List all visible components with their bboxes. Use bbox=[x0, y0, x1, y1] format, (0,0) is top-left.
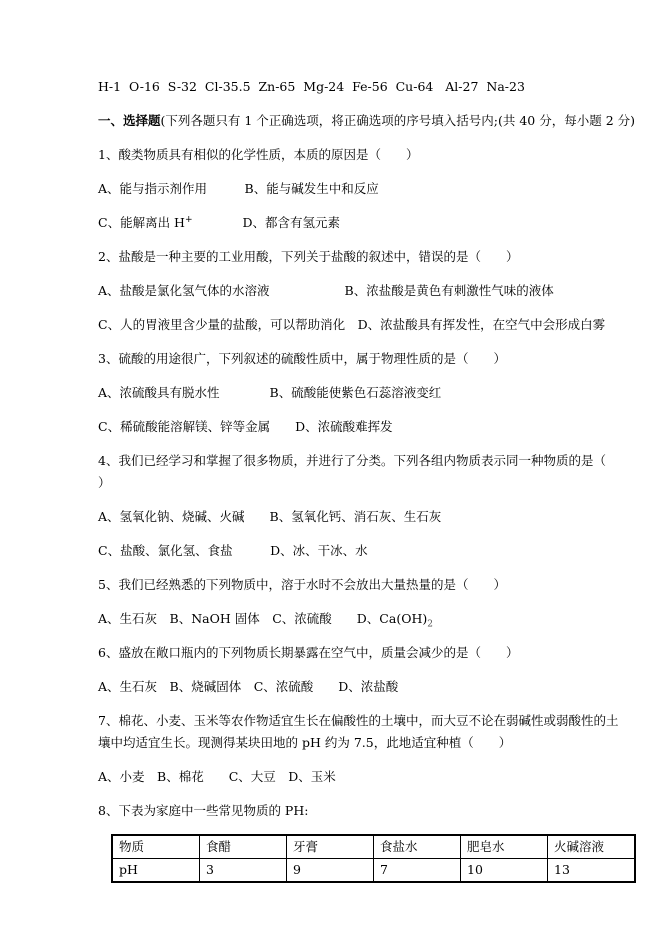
question-2-options-cd: C、人的胃液里含少量的盐酸，可以帮助消化 D、浓盐酸具有挥发性，在空气中会形成白雾 bbox=[98, 317, 606, 332]
ph-table-value-row bbox=[112, 859, 635, 883]
question-3-options-ab: A、浓硫酸具有脱水性 B、硫酸能使紫色石蕊溶液变红 bbox=[98, 385, 442, 400]
question-5-options bbox=[98, 608, 625, 630]
question-1-options-ab: A、能与指示剂作用 B、能与碱发生中和反应 bbox=[98, 181, 379, 196]
question-6-stem: 6、盛放在敞口瓶内的下列物质长期暴露在空气中，质量会减少的是（ ） bbox=[98, 645, 519, 660]
q1-option-d-text: D、都含有氢元素 bbox=[192, 215, 341, 230]
question-7-stem: 7、棉花、小麦、玉米等农作物适宜生长在偏酸性的土壤中，而大豆不论在弱碱性或弱酸性的土壤中均适宜生长。现测得某块田地的 pH 约为 7.5，此地适宜种植（ ） bbox=[98, 713, 619, 750]
section-title-bold: 一、选择题 bbox=[98, 113, 161, 128]
q5-options-text: A、生石灰 B、NaOH 固体 C、浓硫酸 D、Ca(OH) bbox=[98, 611, 428, 626]
ph-table-header-cell: 食醋 bbox=[200, 835, 287, 859]
question-7-options: A、小麦 B、棉花 C、大豆 D、玉米 bbox=[98, 769, 336, 784]
ph-values-table bbox=[111, 834, 636, 883]
question-4-options-cd: C、盐酸、氯化氢、食盐 D、冰、干冰、水 bbox=[98, 543, 368, 558]
ph-table-header-row bbox=[112, 835, 635, 859]
ph-table-value-cell: 3 bbox=[200, 859, 287, 883]
question-6-options: A、生石灰 B、烧碱固体 C、浓硫酸 D、浓盐酸 bbox=[98, 679, 399, 694]
question-3-stem: 3、硫酸的用途很广，下列叙述的硫酸性质中，属于物理性质的是（ ） bbox=[98, 351, 506, 366]
question-3-options-cd: C、稀硫酸能溶解镁、锌等金属 D、浓硫酸难挥发 bbox=[98, 419, 393, 434]
ph-table-value-cell: 7 bbox=[374, 859, 461, 883]
hydrogen-ion-superscript: + bbox=[184, 214, 193, 225]
ph-table-header-cell: 肥皂水 bbox=[461, 835, 548, 859]
ph-table-value-cell: 9 bbox=[287, 859, 374, 883]
ph-table-header-cell: 火碱溶液 bbox=[548, 835, 636, 859]
question-4-stem: 4、我们已经学习和掌握了很多物质，并进行了分类。下列各组内物质表示同一种物质的是（ ） bbox=[98, 453, 631, 490]
ph-table-header-cell: 物质 bbox=[112, 835, 200, 859]
section-title-rest: (下列各题只有 1 个正确选项，将正确选项的序号填入括号内;(共 40 分，每小题 2 分) bbox=[160, 113, 636, 128]
question-1-options-cd bbox=[98, 212, 625, 234]
ph-table-value-cell: pH bbox=[112, 859, 200, 883]
ph-table-header-cell: 牙膏 bbox=[287, 835, 374, 859]
atomic-masses-line: H-1 O-16 S-32 Cl-35.5 Zn-65 Mg-24 Fe-56 Cu-64 Al-27 Na-23 bbox=[98, 79, 525, 94]
section-title bbox=[98, 110, 636, 132]
question-1-stem: 1、酸类物质具有相似的化学性质，本质的原因是（ ） bbox=[98, 147, 419, 162]
question-4-options-ab: A、氢氧化钠、烧碱、火碱 B、氢氧化钙、消石灰、生石灰 bbox=[98, 509, 442, 524]
question-2-stem: 2、盐酸是一种主要的工业用酸，下列关于盐酸的叙述中，错误的是（ ） bbox=[98, 249, 519, 264]
calcium-hydroxide-subscript: 2 bbox=[427, 619, 433, 630]
ph-table-value-cell: 10 bbox=[461, 859, 548, 883]
question-2-options-ab: A、盐酸是氯化氢气体的水溶液 B、浓盐酸是黄色有刺激性气味的液体 bbox=[98, 283, 554, 298]
question-5-stem: 5、我们已经熟悉的下列物质中，溶于水时不会放出大量热量的是（ ） bbox=[98, 577, 506, 592]
question-8-stem: 8、下表为家庭中一些常见物质的 PH: bbox=[98, 803, 309, 818]
ph-table-value-cell: 13 bbox=[548, 859, 636, 883]
ph-table-header-cell: 食盐水 bbox=[374, 835, 461, 859]
q1-option-c-text: C、能解离出 H bbox=[98, 215, 185, 230]
